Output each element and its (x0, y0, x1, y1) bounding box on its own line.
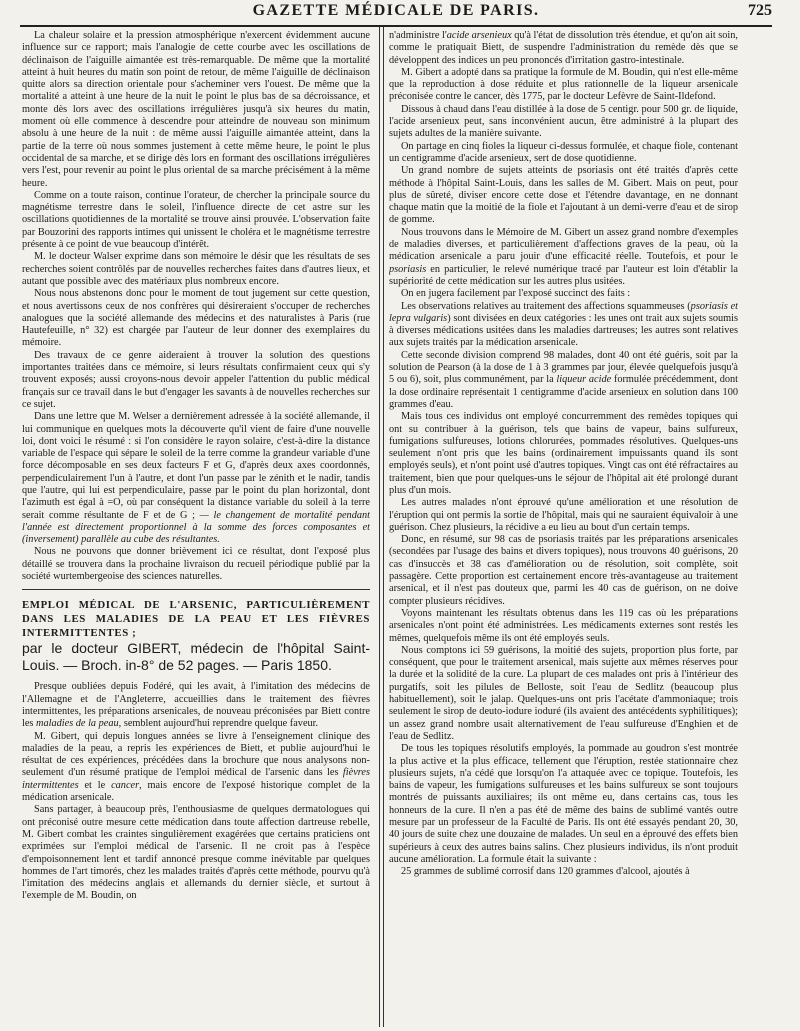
paragraph (389, 30, 738, 67)
paragraph: 25 grammes de sublimé corrosif dans 120 grammes d'alcool, ajoutés à (401, 866, 690, 878)
italic-run: liqueur acide (556, 374, 612, 386)
text-run: et le (78, 779, 112, 791)
paragraph: M. Gibert a adopté dans sa pratique la formule de M. Boudin, qui n'est elle-même que la reproduction à dose réduite et plus rationnelle de la liqueur arsenicale préconisée contre le cancer, dès 1775, par le docteur Lefèvre de Saint-Ildefond. (389, 66, 738, 103)
left-column (22, 30, 370, 1027)
text-run: Les observations relatives au traitement des affections squammeuses ( (401, 300, 691, 312)
text-run: Nous trouvons dans le Mémoire de M. Gibert un assez grand nombre d'exemples de maladies diverses, et particulièrement d'affections graves de la peau, où la médication arsenicale a paru jouir d'une efficacité réelle. Toutefois, et pour le (389, 226, 738, 263)
article-title: EMPLOI MÉDICAL DE L'ARSENIC, PARTICULIÈREMENT DANS LES MALADIES DE LA PEAU ET LES FIÈVRES INTERMITTENTES ; (22, 599, 370, 640)
text-run: , semblent aujourd'hui reprendre quelque faveur. (118, 718, 319, 730)
paragraph (389, 350, 738, 411)
paragraph: Mais tous ces individus ont employé concurremment des remèdes topiques qui ont su contribuer à la guérison, tels que bains de vapeur, bains sulfureux, fumigations sulfureuses, lotions chlorurées, pommades résolutives. Quelques-uns seulement n'ont pris que les bains (ordinairement impuissants quand ils sont employés seuls), et n'ont point usé d'autres topiques. Vingt cas ont été réfractaires au traitement, bien que pour quelques-uns le séjour de l'hôpital ait été prolongé durant plus d'un mois. (389, 411, 738, 496)
italic-run: acide arsenieux (446, 30, 512, 41)
right-column (389, 30, 738, 1027)
italic-run: maladies de la peau (36, 718, 119, 730)
paragraph: M. le docteur Walser exprime dans son mémoire le désir que les résultats de ses recherches soient contrôlés par de nouvelles recherches faites dans d'autres lieux, et autant que possible avec des matériaux plus nombreux encore. (22, 251, 370, 287)
article-byline: par le docteur GIBERT, médecin de l'hôpital Saint-Louis. — Broch. in-8° de 52 pages. — Paris 1850. (22, 640, 370, 673)
paragraph (22, 731, 370, 805)
paragraph: Voyons maintenant les résultats obtenus dans les 119 cas où les préparations arsenicales n'ont point été administrées. Les médicaments externes sont restés les mêmes, quelquefois même ils ont été employés seuls. (389, 607, 738, 644)
paragraph: Nous nous abstenons donc pour le moment de tout jugement sur cette question, et nous avertissons ceux de nos confrères qui désireraient s'occuper de recherches analogues que la société allemande des médecins et des naturalistes à Paris (rue Hautefeuille, n° 32) est chargée par l'auteur de leur donner des exemplaires du mémoire. (22, 288, 370, 349)
paragraph: La chaleur solaire et la pression atmosphérique n'exercent évidemment aucune influence sur ce rapport; mais l'analogie de cette courbe avec les oscillations de déclinaison de l'aiguille aimantée est très-remarquable. De même que la mortalité atteint à huit heures du matin son point de retour, de même l'aiguille de déclinaison quitte alors sa direction orientale pour s'acheminer vers l'ouest. De même que la mortalité a atteint à une heure de la nuit le point le plus bas de sa décroissance, et monte dès lors avec des oscillations irrégulières jusqu'à six heures du matin, moment où elle commence à descendre pour atteindre de nouveau son minimum absolu à une heure de la nuit : de même aussi l'aiguille aimantée atteint, dans la partie de la terre où nous sommes justement à cette même heure, le point le plus occidental de sa marche, et se dirige dès lors en formant des oscillations irrégulières vers l'est, pour revenir au point le plus oriental de sa marche précisément à la même heure. (22, 30, 370, 189)
italic-run: psoriasis et lepra vulgaris (389, 300, 738, 324)
paragraph (22, 681, 370, 730)
italic-run: psoriasis (389, 263, 427, 275)
paragraph: Nous ne pouvons que donner brièvement ici ce résultat, dont l'exposé plus détaillé se trouvera dans la prochaine livraison du recueil périodique publié par la société wurtembergeoise des sciences naturelles. (22, 546, 370, 583)
page-number: 725 (748, 2, 772, 19)
paragraph: Les autres malades n'ont éprouvé qu'une amélioration et une résolution de l'éruption qui ont permis la sortie de l'hôpital, mais qui ne sauraient équivaloir à une guérison. Chez plusieurs, la récidive a eu lieu au bout d'un certain temps. (389, 497, 738, 533)
text-run: , mais encore de l'exposé historique complet de la médication arsenicale. (22, 779, 370, 804)
paragraph: On en jugera facilement par l'exposé succinct des faits : (401, 288, 631, 300)
text-run: n'administre l' (389, 30, 447, 41)
paragraph: Dissous à chaud dans l'eau distillée à la dose de 5 centigr. pour 500 gr. de liquide, l'acide arsenieux peut, sans inconvénient aucun, être administré à la plupart des sujets adultes de la manière suivante. (389, 103, 738, 140)
paragraph (22, 411, 370, 546)
text-run: qu'à l'état de dissolution très étendue, et qu'on ait soin, comme le pratiquait Biett, de suspendre l'administration du remède dès que se développent des indices un peu prononcés d'irritation gastro-intestinale. (389, 30, 738, 66)
header-rule (20, 25, 772, 27)
italic-run: cancer (111, 779, 140, 791)
text-run: en particulier, le relevé numérique tracé par l'auteur est loin d'établir la supériorité de cette médication sur les autres plus usitées. (389, 263, 738, 287)
page-header (20, 2, 772, 24)
running-title: GAZETTE MÉDICALE DE PARIS. (252, 2, 540, 19)
paragraph (389, 227, 738, 288)
paragraph: On partage en cinq fioles la liqueur ci-dessus formulée, et chaque fiole, contenant un centigramme d'acide arsenieux, sert de dose quotidienne. (389, 140, 738, 164)
paragraph: Donc, en résumé, sur 98 cas de psoriasis traités par les préparations arsenicales (secondées par l'usage des bains et divers topiques), nous trouvons 40 guérisons, 20 cas d'insuccès et 38 cas d'amélioration ou de résolution, soit complète, soit passagère. Cette proportion est certainement encore très-avantageuse au traitement arsenical, et il n'est pas douteux que, parmi les 40 cas de guérison, on ne doive compter plusieurs récidives. (389, 534, 738, 607)
text-run: M. Gibert, qui depuis longues années se livre à l'enseignement clinique des maladies de la peau, a repris les expériences de Biett, et publie aujourd'hui le résultat de ces expériences, précédées dans la brochure que nous analysons non-seulement d'un résumé pratique de l'emploi médical de l'arsenic dans les (22, 730, 370, 779)
italic-run: — le changement de mortalité pendant l'année est directement proportionnel à la somme des forces composantes et (inversement) parallèle au cube des résultantes. (22, 509, 370, 546)
paragraph: Un grand nombre de sujets atteints de psoriasis ont été traités d'après cette méthode à l'hôpital Saint-Louis, dans les salles de M. Gibert. Mais on peut, pour plus de sûreté, diviser encore cette dose et l'étendre davantage, en ne donnant chaque matin que la moitié de la fiole et l'ajoutant à un demi-verre d'eau et de sirop de gomme. (389, 165, 738, 226)
paragraph (389, 301, 738, 350)
paragraph: Nous comptons ici 59 guérisons, la moitié des sujets, proportion plus forte, par conséquent, que pour le traitement arsenical, mais sujette aux mêmes réserves pour la durée et la solidité de la cure. La plupart de ces malades ont pris à l'intérieur des purgatifs, soit les pilules de Belloste, soit l'eau de Sedlitz (beaucoup plus habituellement), soit le jalap. Quelques-uns ont pris l'acétate d'ammoniaque; trois seulement le sirop de deuto-iodure ioduré (ils avaient des antécédents syphilitiques); un assez grand nombre usait alternativement de l'eau sulfureuse d'Enghien et de l'eau de Sedlitz. (389, 644, 738, 742)
paragraph: Des travaux de ce genre aideraient à trouver la solution des questions importantes traitées dans ce mémoire, si leurs résultats confirmaient ceux qui s'y trouvent exposés; aussi croyons-nous devoir appeler l'attention du public médical français sur ce travail dans le but d'engager les savants à de nouvelles recherches sur ce sujet. (22, 349, 370, 410)
paragraph: Comme on a toute raison, continue l'orateur, de chercher la principale source du magnétisme terrestre dans le soleil, l'influence directe de cet astre sur les oscillations quotidiennes de la mortalité se trouve ainsi prouvée. L'observation faite par Bouzorini des rapports intimes qui unissent le choléra et le magnétisme terrestre présente à ce point de vue beaucoup d'intérêt. (22, 189, 370, 251)
text-run: Dans une lettre que M. Welser a dernièrement adressée à la société allemande, il lui communique en quelques mots la découverte qu'il vient de faire d'une nouvelle loi, dont voici le résumé : si l'on considère le rayon solaire, c'est-à-dire la distance variable de l'espace qui sépare le soleil de la terre comme la grandeur variable d'une force décomposable en ses deux facteurs F et G, d'après deux axes coordonnés, perpendiculairement l'un à l'autre, et dont l'un passe par le zénith et le nadir, tandis que l'autre, qui lui est perpendiculaire, passe par le point du plan horizontal, dont l'azimuth est égal à =O, où par conséquent la distance variable du soleil à la terre serait comme résultante de F et de G ; (22, 411, 370, 521)
text-run: Presque oubliées depuis Fodéré, qui les avait, à l'imitation des médecins de l'Allemagne et de l'Angleterre, accueillies dans le traitement des fièvres intermittentes, les préparations arsenicales, de nouveau préconisées par Biett contre les (22, 681, 370, 730)
paragraph: Sans partager, à beaucoup près, l'enthousiasme de quelques dermatologues qui ont préconisé outre mesure cette médication dans toute affection dartreuse rebelle, M. Gibert combat les craintes singulièrement exagérées que certains praticiens ont exprimées sur l'emploi médical de l'arsenic. Il ne croit pas à l'espèce d'empoisonnement lent et tardif annoncé presque comme inévitable par quelques hommes de l'art timorés, chez les malades traités d'après cette méthode, pourvu qu'à l'imitation des médecins anglais et allemands du dernier siècle, et surtout à l'exemple de M. Boudin, on (22, 804, 370, 902)
paragraph: De tous les topiques résolutifs employés, la pommade au goudron s'est montrée la plus active et la plus efficace, tellement que l'éruption, restée stationnaire chez plusieurs sujets, n'a cédé que lorsqu'on l'a attaquée avec ce topique. Toutefois, les bains de vapeur, les fumigations sulfureuses et les bains sulfureux se sont toujours montrés de puissants auxiliaires; ils ont même eu, dans certains cas, tous les honneurs de la cure. Il n'en a pas été de même des bains de sublimé vantés outre mesure par un professeur de la Faculté de Paris. Ils ont été essayés pendant 20, 30, 40 jours de suite chez une douzaine de malades. Un seul en a éprouvé des effets bien supérieurs à ceux des autres bains salins. Chez plusieurs individus, ils n'ont produit aucune amélioration. La formule était la suivante : (389, 743, 738, 865)
text-run: ) sont divisées en deux catégories : les unes ont trait aux sujets soumis à diverses médications usitées dans les maladies dartreuses; les autres sont relatives aux sujets traités par la médication arsenicale. (389, 312, 738, 349)
article-separator (22, 589, 370, 590)
column-divider (379, 27, 384, 1027)
italic-run: fièvres intermittentes (22, 767, 370, 791)
text-run: Cette seconde division comprend 98 malades, dont 40 ont été guéris, soit par la solution de Pearson (à la dose de 1 à 3 grammes par jour, élevée quelquefois jusqu'à 5 ou 6), soit, plus communément, par la (389, 349, 738, 386)
text-run: formulée précédemment, dont la dose ordinaire représentait 1 centigramme d'acide arsenieux en solution dans 100 grammes d'eau. (389, 374, 738, 410)
